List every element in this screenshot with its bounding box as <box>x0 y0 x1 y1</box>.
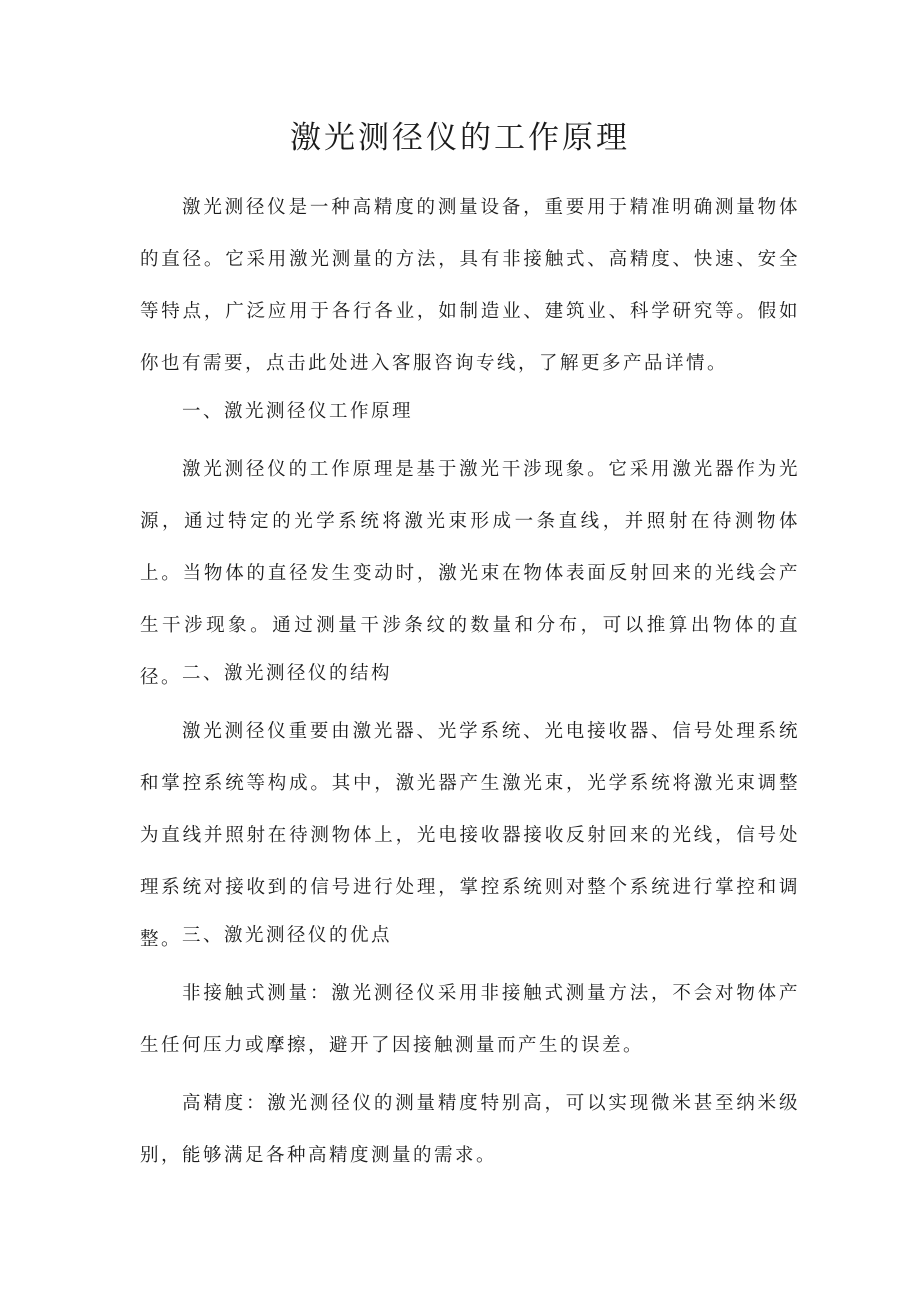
advantage-high-precision: 高精度：激光测径仪的测量精度特别高，可以实现微米甚至纳米级别，能够满足各种高精度测量的需求。 <box>140 1093 800 1166</box>
section-1-heading: 一、激光测径仪工作原理 <box>182 401 414 422</box>
section-3-heading: 三、激光测径仪的优点 <box>182 925 393 946</box>
advantage-non-contact: 非接触式测量：激光测径仪采用非接触式测量方法，不会对物体产生任何压力或摩擦，避开了因接触测量而产生的误差。 <box>140 983 800 1056</box>
section-2-heading: 二、激光测径仪的结构 <box>182 663 393 684</box>
section-2-body: 激光测径仪重要由激光器、光学系统、光电接收器、信号处理系统和掌控系统等构成。其中，激光器产生激光束，光学系统将激光束调整为直线并照射在待测物体上，光电接收器接收反射回来的光线，信号处理系统对接收到的信号进行处理，掌控系统则对整个系统进行掌控和调整。 <box>140 721 800 950</box>
document-title: 激光测径仪的工作原理 <box>290 120 630 156</box>
section-1-body: 激光测径仪的工作原理是基于激光干涉现象。它采用激光器作为光源，通过特定的光学系统将激光束形成一条直线，并照射在待测物体上。当物体的直径发生变动时，激光束在物体表面反射回来的光线会产生干涉现象。通过测量干涉条纹的数量和分布，可以推算出物体的直径。 <box>140 459 800 688</box>
intro-paragraph: 激光测径仪是一种高精度的测量设备，重要用于精准明确测量物体的直径。它采用激光测量的方法，具有非接触式、高精度、快速、安全等特点，广泛应用于各行各业，如制造业、建筑业、科学研究等。假如你也有需要，点击此处进入客服咨询专线，了解更多产品详情。 <box>140 197 800 374</box>
